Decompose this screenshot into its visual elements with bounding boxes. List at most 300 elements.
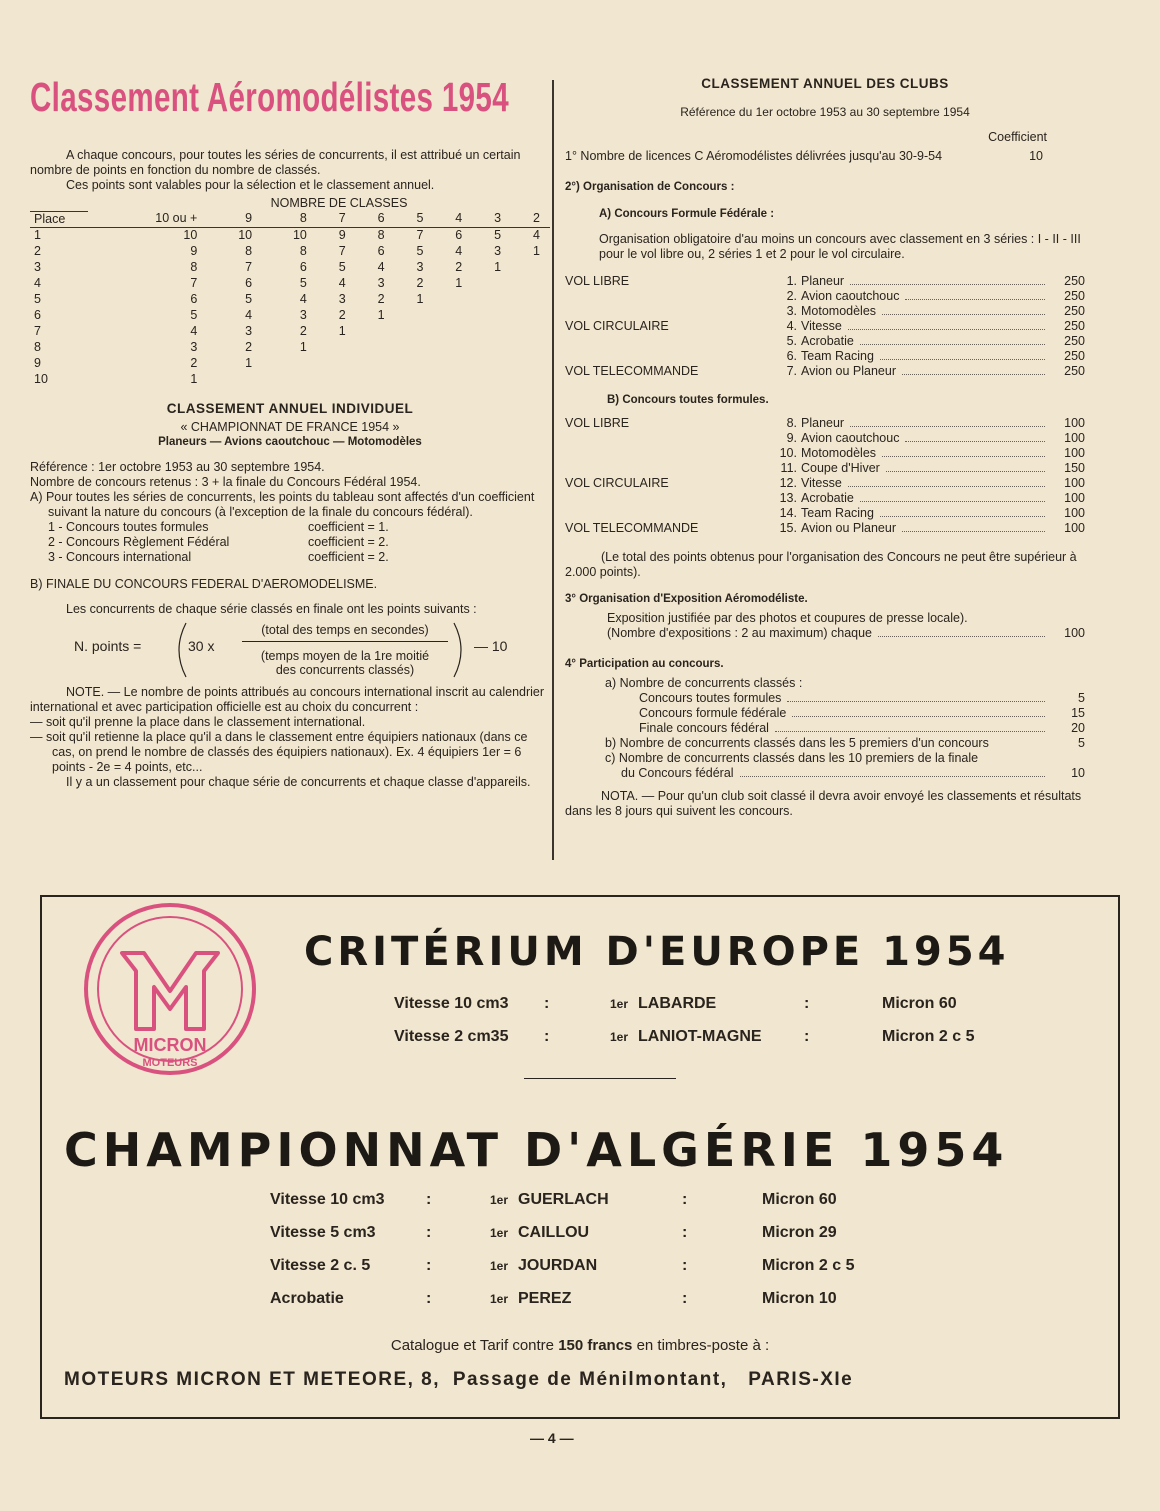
category-label: VOL CIRCULAIRE [565, 476, 669, 490]
participation-row [639, 706, 1085, 721]
club-points-row [565, 349, 1085, 364]
points-cell: 7 [245, 259, 253, 274]
category-label [565, 491, 775, 506]
formula-numerator: (total des temps en secondes) [261, 623, 429, 637]
points-cell: 6 [190, 291, 198, 306]
table-row [30, 355, 550, 371]
logo-text-micron: MICRON [133, 1035, 207, 1055]
points-cell [395, 371, 434, 387]
coefficient-label: 3 - Concours international [48, 550, 192, 564]
points-cell: 3 [299, 307, 307, 322]
points-cell: 9 [338, 227, 346, 242]
table-row [30, 259, 550, 275]
points-cell: 8 [377, 227, 385, 242]
item-exposition-label: (Nombre d'expositions : 2 au maximum) chaque [607, 626, 873, 640]
points-cell [317, 371, 356, 387]
formule-federale-list [565, 274, 1085, 379]
column-header: 9 [207, 211, 262, 227]
place-cell: 3 [34, 259, 41, 274]
result-place: 1er [490, 1226, 509, 1240]
item-participation-a: a) Nombre de concurrents classés : [605, 676, 803, 690]
points-cell: 4 [455, 243, 463, 258]
category-label: VOL LIBRE [565, 274, 630, 288]
leader-dots [848, 476, 1045, 487]
leader-dots [787, 691, 1045, 702]
participation-value: 15 [1071, 706, 1085, 720]
address-line [64, 1369, 853, 1391]
item-licences [565, 149, 1085, 164]
leader-dots [902, 521, 1045, 532]
item-points: 250 [1064, 349, 1085, 363]
points-cell [472, 307, 511, 323]
category-label: VOL LIBRE [565, 416, 630, 430]
item-points: 100 [1064, 416, 1085, 430]
right-column [565, 70, 1085, 819]
result-sep: : [426, 1290, 432, 1307]
leader-dots [740, 766, 1045, 777]
points-cell [207, 371, 262, 387]
points-cell: 7 [190, 275, 198, 290]
item-label: Planeur [801, 274, 845, 288]
points-cell [433, 355, 472, 371]
result-name: PEREZ [518, 1290, 572, 1307]
points-cell: 6 [455, 227, 463, 242]
individual-subtitle: « CHAMPIONNAT DE FRANCE 1954 » [180, 420, 400, 434]
leader-dots [775, 721, 1045, 732]
points-cell: 4 [338, 275, 346, 290]
club-points-row [565, 431, 1085, 446]
item-label: Team Racing [801, 349, 874, 363]
result-motor: Micron 2 c 5 [762, 1257, 855, 1274]
clubs-reference: Référence du 1er octobre 1953 au 30 septembre 1954 [680, 105, 970, 119]
note-final: Il y a un classement pour chaque série de concurrents et chaque classe d'appareils. [66, 775, 531, 789]
item-number: 11. [780, 461, 797, 475]
points-cell: 7 [338, 243, 346, 258]
leader-dots [905, 431, 1045, 442]
item-toutes-formules: B) Concours toutes formules. [607, 394, 769, 406]
points-cell: 10 [292, 227, 307, 242]
result-sep: : [544, 1028, 550, 1045]
item-exposition-row [565, 626, 1085, 641]
item-participation-b-label: b) Nombre de concurrents classés dans les 5 premiers d'un concours [605, 736, 989, 750]
points-cell [472, 291, 511, 307]
points-cell [356, 339, 395, 355]
result-name: JOURDAN [518, 1257, 598, 1274]
result-sep: : [544, 995, 550, 1012]
result-sep2: : [804, 995, 810, 1012]
points-cell: 1 [299, 339, 307, 354]
formula-lhs: N. points = [74, 638, 142, 654]
club-points-row [565, 319, 1085, 334]
item-label: Acrobatie [801, 491, 854, 505]
place-cell: 9 [34, 355, 41, 370]
points-cell [317, 355, 356, 371]
micron-advertisement [40, 895, 1120, 1419]
category-label: VOL CIRCULAIRE [565, 319, 669, 333]
club-points-row [565, 304, 1085, 319]
item-licences-label: 1° Nombre de licences C Aéromodélistes délivrées jusqu'au 30-9-54 [565, 149, 943, 163]
result-sep2: : [682, 1224, 688, 1241]
leader-dots [792, 706, 1045, 717]
points-cell: 1 [533, 243, 540, 258]
reference-line: Référence : 1er octobre 1953 au 30 septembre 1954. [30, 460, 325, 474]
number-concours: Nombre de concours retenus : 3 + la finale du Concours Fédéral 1954. [30, 475, 421, 489]
table-row [30, 291, 550, 307]
item-label: Motomodèles [801, 446, 877, 460]
finale-text: Les concurrents de chaque série classés en finale ont les points suivants : [66, 602, 477, 616]
club-points-row [565, 506, 1085, 521]
item-number: 3. [786, 304, 797, 318]
result-sep2: : [682, 1191, 688, 1208]
points-cell [433, 291, 472, 307]
item-participation-c-label: du Concours fédéral [621, 766, 734, 780]
note-paragraph: NOTE. — Le nombre de points attribués au concours international inscrit au calendrier international et avec participation officielle est au choix du concurrent : [30, 685, 545, 714]
place-cell: 4 [34, 275, 41, 290]
logo-text-moteurs: MOTEURS [142, 1057, 198, 1069]
catalogue-post: en timbres-poste à : [636, 1337, 770, 1354]
place-cell: 10 [34, 371, 48, 386]
column-header: 3 [472, 211, 511, 227]
points-table [30, 195, 550, 387]
item-participation-b-value: 5 [1078, 736, 1085, 750]
column-header: 10 ou + [88, 211, 207, 227]
points-cell [433, 323, 472, 339]
left-column [30, 70, 550, 790]
leader-dots [882, 446, 1045, 457]
participation-row [639, 721, 1085, 736]
coefficient-label: Coefficient [988, 130, 1047, 144]
clubs-nota: NOTA. — Pour qu'un club soit classé il devra avoir envoyé les classements et résultats dans les 8 jours qui suivent les concours. [565, 789, 1082, 818]
club-points-row [565, 476, 1085, 491]
formula-left-paren [170, 621, 190, 679]
result-cat: Vitesse 5 cm3 [270, 1224, 376, 1241]
column-header: 4 [433, 211, 472, 227]
item-points: 250 [1064, 304, 1085, 318]
leader-dots [848, 319, 1045, 330]
participation-label: Concours toutes formules [639, 691, 782, 705]
leader-dots [880, 349, 1045, 360]
item-formule-text: Organisation obligatoire d'au moins un concours avec classement en 3 séries : I - II - III pour le vol libre ou, 2 séries 1 et 2 pour le vol circulaire. [599, 232, 1081, 261]
total-note: (Le total des points obtenus pour l'organisation des Concours ne peut être supérieur à 2.000 points). [565, 550, 1077, 579]
leader-dots [860, 491, 1045, 502]
participation-value: 5 [1078, 691, 1085, 705]
category-label [565, 289, 775, 304]
result-motor: Micron 29 [762, 1224, 837, 1241]
points-cell: 2 [455, 259, 463, 274]
participation-value: 20 [1071, 721, 1085, 735]
points-cell: 6 [299, 259, 307, 274]
points-cell: 4 [245, 307, 253, 322]
points-cell [472, 339, 511, 355]
points-cell: 1 [338, 323, 346, 338]
individual-categories: Planeurs — Avions caoutchouc — Motomodèles [158, 436, 422, 448]
item-points: 100 [1064, 521, 1085, 535]
points-cell [511, 355, 550, 371]
points-cell: 5 [338, 259, 346, 274]
formula-right-paren [450, 621, 470, 679]
points-cell [511, 275, 550, 291]
points-cell: 8 [245, 243, 253, 258]
result-cat: Vitesse 10 cm3 [394, 995, 509, 1012]
item-number: 1. [786, 274, 797, 288]
item-points: 250 [1064, 319, 1085, 333]
item-label: Vitesse [801, 476, 842, 490]
points-cell: 5 [190, 307, 198, 322]
criterium-title: CRITÉRIUM D'EUROPE 1954 [304, 929, 1010, 975]
points-cell: 10 [238, 227, 253, 242]
intro-paragraph-2: Ces points sont valables pour la sélection et le classement annuel. [66, 178, 435, 192]
item-label: Coupe d'Hiver [801, 461, 880, 475]
individual-title: CLASSEMENT ANNUEL INDIVIDUEL [166, 401, 414, 416]
points-cell: 3 [338, 291, 346, 306]
points-cell: 3 [190, 339, 198, 354]
points-formula [30, 621, 550, 679]
result-sep2: : [804, 1028, 810, 1045]
leader-dots [880, 506, 1045, 517]
leader-dots [882, 304, 1045, 315]
result-sep2: : [682, 1257, 688, 1274]
points-cell: 8 [299, 243, 307, 258]
leader-dots [886, 461, 1045, 472]
points-cell: 7 [416, 227, 424, 242]
item-number: 15. [779, 521, 797, 535]
formula-denominator-2: des concurrents classés) [275, 663, 415, 677]
points-cell [317, 339, 356, 355]
formula-denominator-1: (temps moyen de la 1re moitié [260, 649, 430, 663]
result-cat: Vitesse 2 cm35 [394, 1028, 509, 1045]
category-label: VOL TELECOMMANDE [565, 521, 699, 535]
coefficient-value: coefficient = 1. [308, 520, 389, 534]
place-cell: 1 [34, 227, 41, 242]
points-cell: 1 [190, 371, 198, 386]
participation-label: Concours formule fédérale [639, 706, 787, 720]
club-points-row [565, 446, 1085, 461]
item-number: 2. [786, 289, 797, 303]
points-cell: 9 [190, 243, 198, 258]
points-cell: 1 [494, 259, 502, 274]
item-label: Motomodèles [801, 304, 877, 318]
table-row [30, 307, 550, 323]
points-cell: 4 [377, 259, 385, 274]
address-city: PARIS-XIe [748, 1369, 854, 1390]
item-label: Avion caoutchouc [801, 431, 900, 445]
place-cell: 5 [34, 291, 41, 306]
points-cell: 2 [338, 307, 346, 322]
points-cell [433, 339, 472, 355]
item-formule-federale: A) Concours Formule Fédérale : [599, 208, 775, 220]
result-motor: Micron 10 [762, 1290, 837, 1307]
participation-list [565, 691, 1085, 736]
item-number: 8. [786, 416, 797, 430]
result-sep: : [426, 1257, 432, 1274]
result-sep2: : [682, 1290, 688, 1307]
item-participation: 4° Participation au concours. [565, 658, 724, 670]
result-motor: Micron 2 c 5 [882, 1028, 975, 1045]
category-label: VOL TELECOMMANDE [565, 364, 699, 378]
points-cell: 5 [494, 227, 502, 242]
item-points: 250 [1064, 364, 1085, 378]
page-number: — 4 — [530, 1430, 574, 1446]
item-points: 250 [1064, 274, 1085, 288]
club-points-row [565, 491, 1085, 506]
club-points-row [565, 416, 1085, 431]
item-participation-b [565, 736, 1085, 751]
category-label [565, 461, 775, 476]
club-points-row [565, 461, 1085, 476]
points-cell [395, 307, 434, 323]
club-points-row [565, 289, 1085, 304]
page-title: Classement Aéromodélistes 1954 [30, 74, 509, 120]
item-number: 4. [786, 319, 797, 333]
fraction-bar [242, 641, 448, 642]
item-number: 9. [786, 431, 797, 445]
result-place: 1er [490, 1259, 509, 1273]
result-sep: : [426, 1191, 432, 1208]
leader-dots [905, 289, 1045, 300]
place-cell: 8 [34, 339, 41, 354]
points-cell: 3 [377, 275, 385, 290]
points-cell: 8 [190, 259, 198, 274]
points-cell [395, 339, 434, 355]
item-points: 100 [1064, 431, 1085, 445]
column-header: 5 [395, 211, 434, 227]
points-cell [511, 291, 550, 307]
place-cell: 7 [34, 323, 41, 338]
result-place: 1er [490, 1292, 509, 1306]
points-cell: 2 [377, 291, 385, 306]
leader-dots [878, 626, 1045, 637]
leader-dots [850, 416, 1045, 427]
result-cat: Vitesse 10 cm3 [270, 1191, 385, 1208]
result-name: CAILLOU [518, 1224, 590, 1241]
place-cell: 6 [34, 307, 41, 322]
points-cell [472, 275, 511, 291]
item-label: Avion ou Planeur [801, 364, 896, 378]
micron-logo-icon [82, 901, 258, 1077]
item-label: Vitesse [801, 319, 842, 333]
result-place: 1er [610, 1030, 629, 1044]
points-cell [262, 355, 317, 371]
item-number: 12. [779, 476, 797, 490]
points-cell: 4 [190, 323, 198, 338]
result-place: 1er [610, 997, 629, 1011]
item-points: 100 [1064, 476, 1085, 490]
points-cell [433, 307, 472, 323]
points-cell: 2 [190, 355, 198, 370]
item-exposition-value: 100 [1064, 626, 1085, 640]
points-cell: 2 [299, 323, 307, 338]
club-points-row [565, 364, 1085, 379]
result-place: 1er [490, 1193, 509, 1207]
points-cell [472, 323, 511, 339]
category-label [565, 349, 775, 364]
item-label: Avion ou Planeur [801, 521, 896, 535]
coefficient-row [48, 550, 550, 565]
result-name: GUERLACH [518, 1191, 609, 1208]
item-label: Team Racing [801, 506, 874, 520]
participation-label: Finale concours fédéral [639, 721, 769, 735]
leader-dots [850, 274, 1045, 285]
item-points: 150 [1064, 461, 1085, 475]
item-points: 100 [1064, 506, 1085, 520]
formula-minus: — 10 [474, 638, 508, 654]
table-row [30, 339, 550, 355]
championnat-title: CHAMPIONNAT D'ALGÉRIE 1954 [64, 1123, 1009, 1177]
item-number: 6. [786, 349, 797, 363]
item-label: Planeur [801, 416, 845, 430]
point-b: B) FINALE DU CONCOURS FEDERAL D'AEROMODELISME. [30, 577, 378, 591]
item-points: 250 [1064, 334, 1085, 348]
item-number: 7. [786, 364, 797, 378]
item-points: 100 [1064, 446, 1085, 460]
points-cell [395, 323, 434, 339]
table-row [30, 227, 550, 243]
place-cell: 2 [34, 243, 41, 258]
column-header: 8 [262, 211, 317, 227]
place-header: Place [30, 211, 88, 227]
points-cell [433, 371, 472, 387]
points-cell [511, 259, 550, 275]
points-cell: 1 [245, 355, 253, 370]
item-points: 250 [1064, 289, 1085, 303]
result-cat: Vitesse 2 c. 5 [270, 1257, 371, 1274]
category-label [565, 304, 775, 319]
points-cell: 6 [245, 275, 253, 290]
points-cell: 4 [299, 291, 307, 306]
club-points-row [565, 521, 1085, 536]
coefficient-value: coefficient = 2. [308, 535, 389, 549]
item-number: 14. [779, 506, 797, 520]
club-points-row [565, 274, 1085, 289]
table-row [30, 323, 550, 339]
coefficient-row [48, 520, 550, 535]
item-participation-c: c) Nombre de concurrents classés dans les 10 premiers de la finale [605, 751, 979, 765]
item-number: 10. [779, 446, 797, 460]
category-label [565, 506, 775, 521]
points-cell: 3 [494, 243, 502, 258]
formula-factor: 30 x [188, 638, 215, 654]
address-street: Passage de Ménilmontant, [452, 1369, 728, 1390]
points-cell: 10 [183, 227, 198, 242]
points-cell: 5 [245, 291, 253, 306]
points-cell [356, 355, 395, 371]
catalogue-pre: Catalogue et Tarif contre [390, 1337, 555, 1354]
table-row [30, 243, 550, 259]
item-label: Acrobatie [801, 334, 854, 348]
catalogue-line [42, 1337, 1118, 1354]
points-cell: 5 [416, 243, 424, 258]
address-company: MOTEURS MICRON ET METEORE, 8, [64, 1369, 441, 1390]
points-cell [356, 371, 395, 387]
toutes-formules-list [565, 416, 1085, 536]
points-cell: 1 [455, 275, 463, 290]
points-cell: 1 [377, 307, 385, 322]
item-exposition: 3° Organisation d'Exposition Aéromodéliste. [565, 593, 808, 605]
item-licences-value: 10 [1029, 149, 1043, 163]
item-participation-c-row [565, 766, 1085, 781]
category-label [565, 446, 775, 461]
table-row [30, 371, 550, 387]
item-label: Avion caoutchouc [801, 289, 900, 303]
column-header: 6 [356, 211, 395, 227]
clubs-title: CLASSEMENT ANNUEL DES CLUBS [701, 76, 949, 91]
item-number: 5. [786, 334, 797, 348]
result-name: LANIOT-MAGNE [638, 1028, 762, 1045]
coefficient-label: 1 - Concours toutes formules [48, 520, 209, 534]
points-cell [511, 339, 550, 355]
points-cell: 4 [533, 227, 540, 242]
points-cell: 3 [245, 323, 253, 338]
